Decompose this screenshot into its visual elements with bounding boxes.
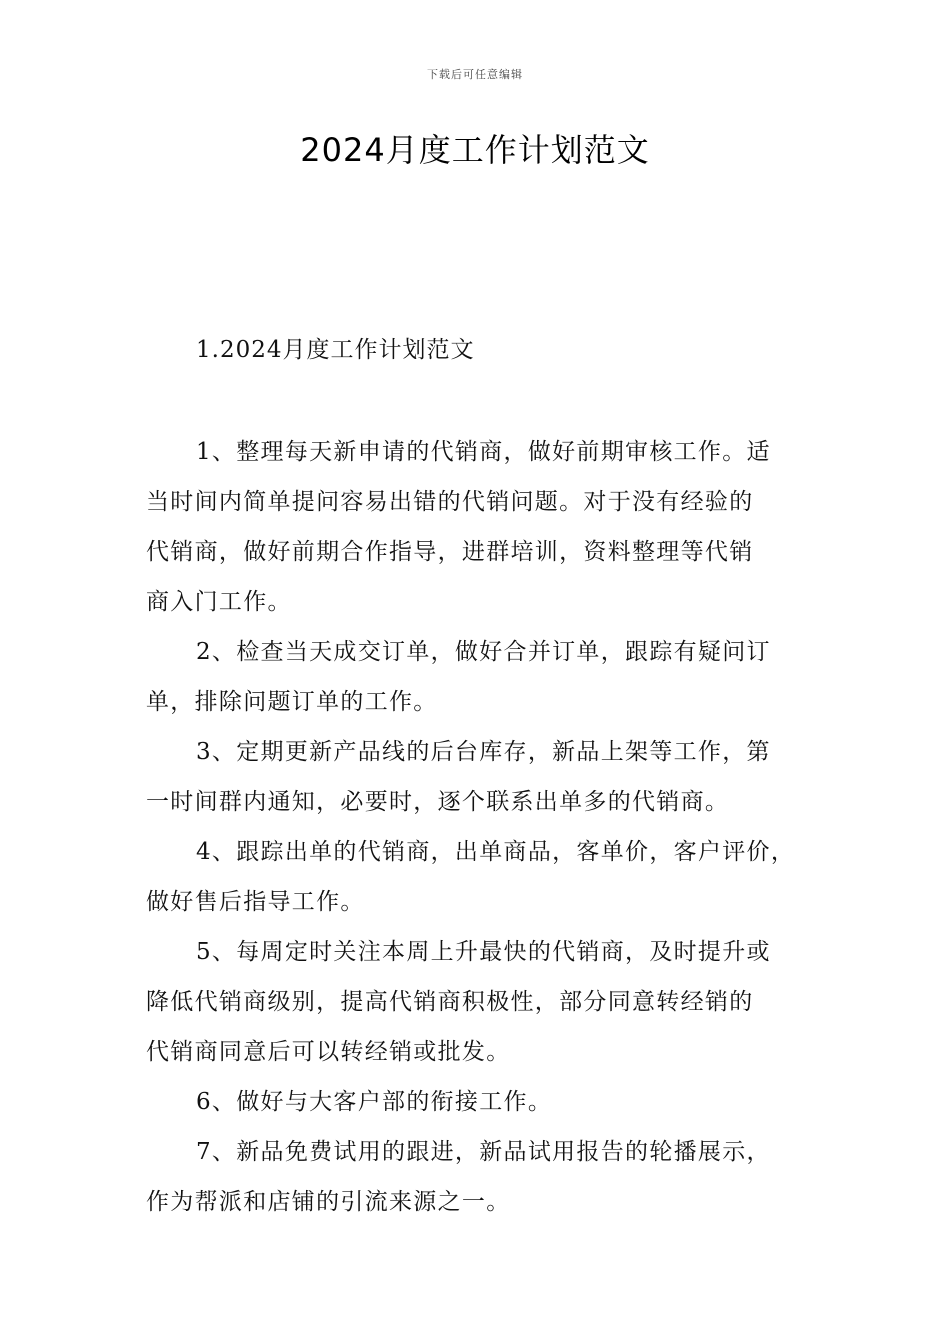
paragraph-3 xyxy=(146,727,826,827)
paragraph-2 xyxy=(146,627,826,727)
header-note: 下载后可任意编辑 xyxy=(427,68,523,81)
paragraph-line: 3、定期更新产品线的后台库存，新品上架等工作，第 xyxy=(196,739,771,765)
paragraph-7 xyxy=(146,1127,826,1227)
section-heading: 1.2024月度工作计划范文 xyxy=(196,337,475,363)
paragraph-line: 做好售后指导工作。 xyxy=(146,889,365,915)
paragraph-6 xyxy=(146,1077,826,1127)
paragraph-line: 代销商同意后可以转经销或批发。 xyxy=(146,1039,511,1065)
paragraph-line: 1、整理每天新申请的代销商，做好前期审核工作。适 xyxy=(196,439,771,465)
paragraph-line: 7、新品免费试用的跟进，新品试用报告的轮播展示， xyxy=(196,1139,771,1165)
paragraph-line: 2、检查当天成交订单，做好合并订单，跟踪有疑问订 xyxy=(196,639,771,665)
paragraph-line: 6、做好与大客户部的衔接工作。 xyxy=(196,1089,553,1115)
paragraph-line: 5、每周定时关注本周上升最快的代销商，及时提升或 xyxy=(196,939,771,965)
paragraph-line: 商入门工作。 xyxy=(146,589,292,615)
paragraph-line: 一时间群内通知，必要时，逐个联系出单多的代销商。 xyxy=(146,789,730,815)
paragraph-line: 4、跟踪出单的代销商，出单商品，客单价，客户评价， xyxy=(196,839,796,865)
paragraph-4 xyxy=(146,827,826,927)
paragraph-line: 代销商，做好前期合作指导，进群培训，资料整理等代销 xyxy=(146,539,754,565)
document-body xyxy=(146,427,826,1227)
paragraph-line: 作为帮派和店铺的引流来源之一。 xyxy=(146,1189,511,1215)
paragraph-1 xyxy=(146,427,826,627)
paragraph-5 xyxy=(146,927,826,1077)
paragraph-line: 降低代销商级别，提高代销商积极性，部分同意转经销的 xyxy=(146,989,754,1015)
document-title: 2024月度工作计划范文 xyxy=(300,131,650,169)
paragraph-line: 单，排除问题订单的工作。 xyxy=(146,689,438,715)
paragraph-line: 当时间内简单提问容易出错的代销问题。对于没有经验的 xyxy=(146,489,754,515)
